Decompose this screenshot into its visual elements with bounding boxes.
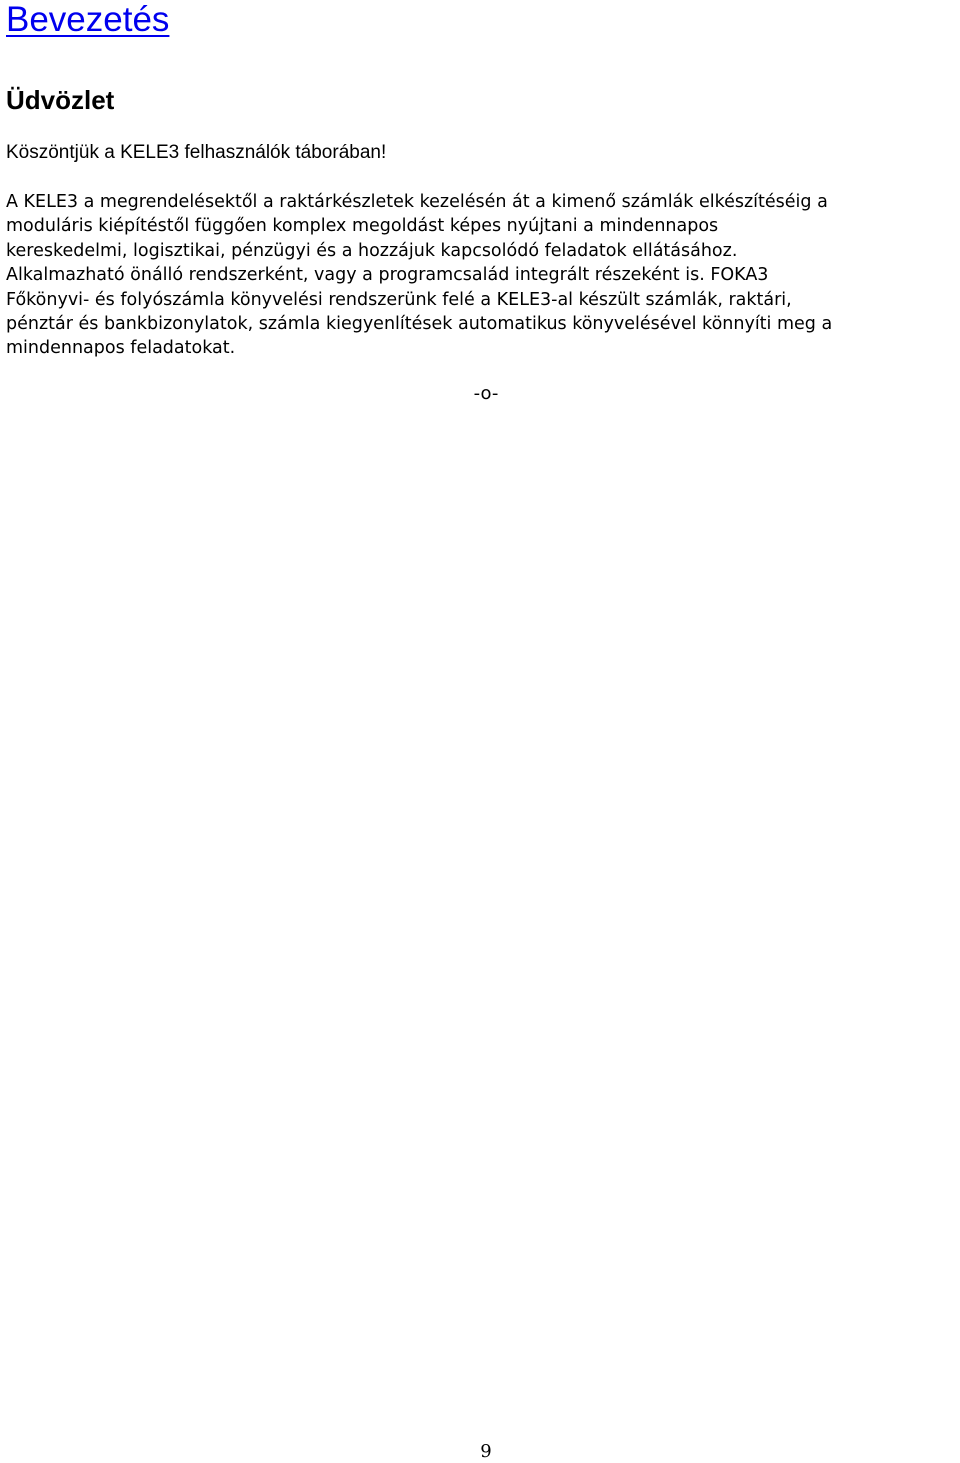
paragraph-line: mindennapos feladatokat. — [6, 338, 236, 359]
paragraph-line: Főkönyvi- és folyószámla könyvelési rendszerünk felé a KELE3-al készült számlák, raktári, — [6, 289, 792, 310]
paragraph-line: A KELE3 a megrendelésektől a raktárkészletek kezelésén át a kimenő számlák elkészítéséig a — [6, 192, 828, 212]
chapter-title-link[interactable]: Bevezetés — [6, 0, 170, 39]
intro-paragraph — [6, 190, 960, 361]
paragraph-line: kereskedelmi, logisztikai, pénzügyi és a hozzájuk kapcsolódó feladatok ellátásához. — [6, 240, 738, 261]
page-number: 9 — [480, 1441, 492, 1462]
paragraph-line: pénztár és bankbizonylatok, számla kiegyenlítések automatikus könyvelésével könnyíti meg a — [6, 314, 833, 335]
section-separator: -o- — [473, 383, 499, 404]
greeting-text: Köszöntjük a KELE3 felhasználók táborában! — [6, 142, 387, 163]
paragraph-line: Alkalmazható önálló rendszerként, vagy a programcsalád integrált részeként is. FOKA3 — [6, 265, 769, 286]
section-title: Üdvözlet — [6, 85, 115, 115]
paragraph-line: moduláris kiépítéstől függően komplex megoldást képes nyújtani a mindennapos — [6, 216, 719, 237]
